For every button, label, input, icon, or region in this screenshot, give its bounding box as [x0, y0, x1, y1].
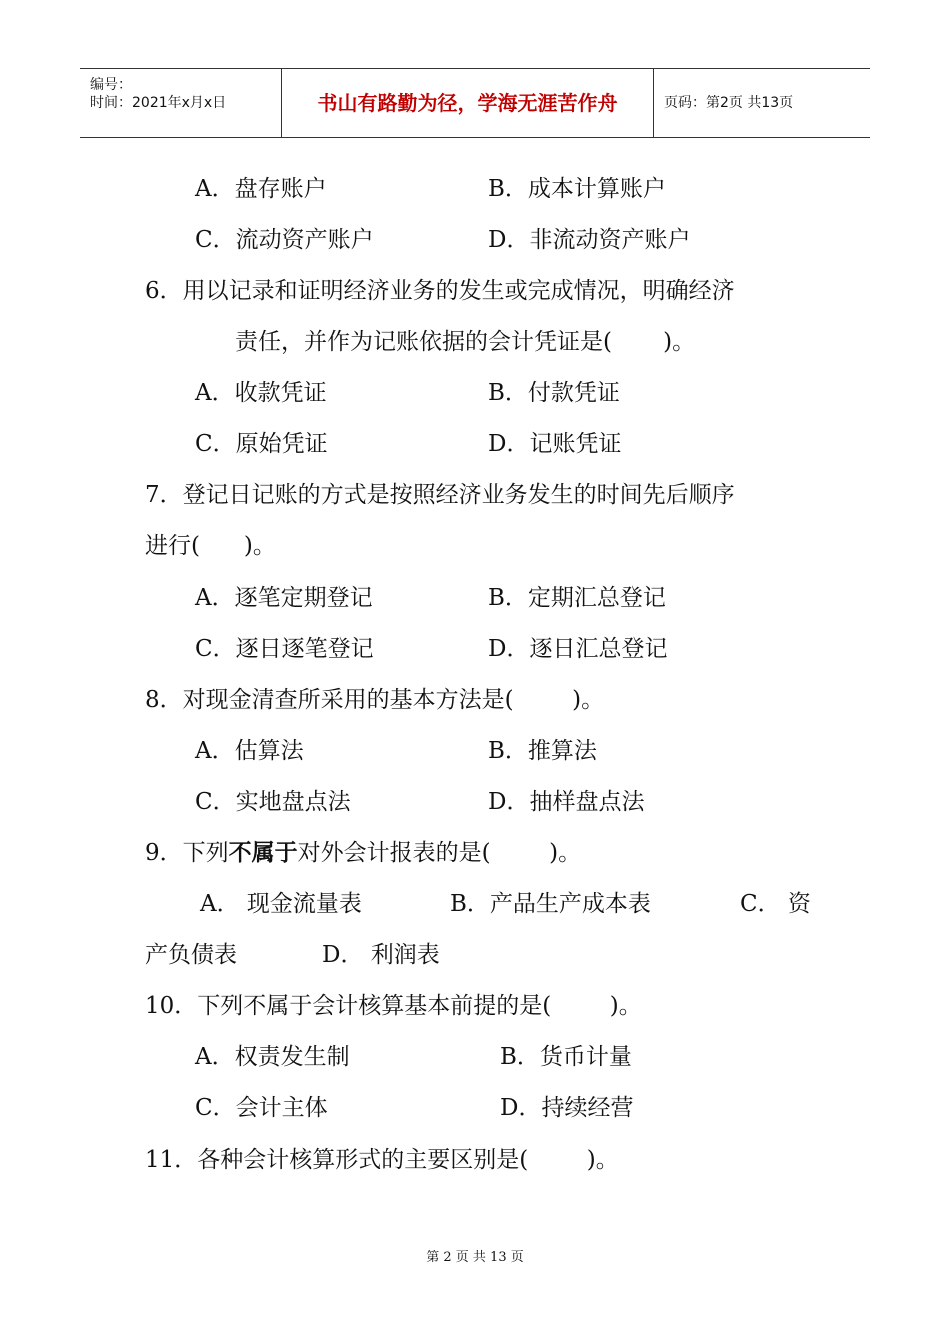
q9-option-c-end: 产负债表 [145, 942, 237, 968]
q6-option-d: D．记账凭证 [488, 431, 622, 457]
q9-option-d: D． 利润表 [322, 942, 440, 968]
q7-text-1: 7．登记日记账的方式是按照经济业务发生的时间先后顺序 [145, 482, 735, 508]
page-footer: 第 2 页 共 13 页 [426, 1250, 524, 1265]
q6-text-2: 责任，并作为记账依据的会计凭证是( )。 [235, 329, 696, 355]
q11-text: 11．各种会计核算形式的主要区别是( )。 [145, 1147, 619, 1173]
q8-option-c: C．实地盘点法 [195, 789, 351, 815]
q9-text [145, 838, 581, 868]
q6-option-a: A．收款凭证 [195, 380, 327, 406]
q7-text-2: 进行( )。 [145, 533, 276, 559]
q6-option-c: C．原始凭证 [195, 431, 328, 457]
q7-option-b: B．定期汇总登记 [488, 585, 666, 611]
header-id-label: 编号： [90, 77, 132, 93]
q7-option-c: C．逐日逐笔登记 [195, 636, 374, 662]
q8-option-d: D．抽样盘点法 [488, 789, 645, 815]
q5-option-d: D．非流动资产账户 [488, 227, 691, 253]
header-time-label: 时间：2021年x月x日 [90, 95, 227, 111]
q9-text-start: 9．下列 [145, 840, 229, 866]
header-meta [80, 69, 282, 137]
q5-option-c: C．流动资产账户 [195, 227, 374, 253]
q10-text: 10．下列不属于会计核算基本前提的是( )。 [145, 993, 642, 1019]
q5-option-b: B．成本计算账户 [488, 176, 666, 202]
q8-text: 8．对现金清查所采用的基本方法是( )。 [145, 687, 605, 713]
q8-option-b: B．推算法 [488, 738, 597, 764]
q6-text-1: 6．用以记录和证明经济业务的发生或完成情况，明确经济 [145, 278, 735, 304]
q9-emphasis: 不属于 [228, 840, 298, 866]
q5-option-a: A．盘存账户 [195, 176, 327, 202]
q8-option-a: A．估算法 [195, 738, 304, 764]
q9-option-b: B．产品生产成本表 [450, 891, 651, 917]
q10-option-c: C．会计主体 [195, 1095, 328, 1121]
q9-option-a: A． 现金流量表 [200, 891, 362, 917]
q9-option-c-start: C． 资 [740, 891, 811, 917]
q10-option-a: A．权责发生制 [195, 1044, 350, 1070]
page-header [80, 68, 870, 138]
q6-option-b: B．付款凭证 [488, 380, 620, 406]
q10-option-b: B．货币计量 [500, 1044, 632, 1070]
header-page-info: 页码：第2页 共13页 [664, 95, 794, 111]
header-motto: 书山有路勤为径，学海无涯苦作舟 [282, 69, 654, 137]
q7-option-d: D．逐日汇总登记 [488, 636, 668, 662]
q7-option-a: A．逐笔定期登记 [195, 585, 373, 611]
q10-option-d: D．持续经营 [500, 1095, 634, 1121]
q9-text-end: 对外会计报表的是( )。 [297, 840, 582, 866]
